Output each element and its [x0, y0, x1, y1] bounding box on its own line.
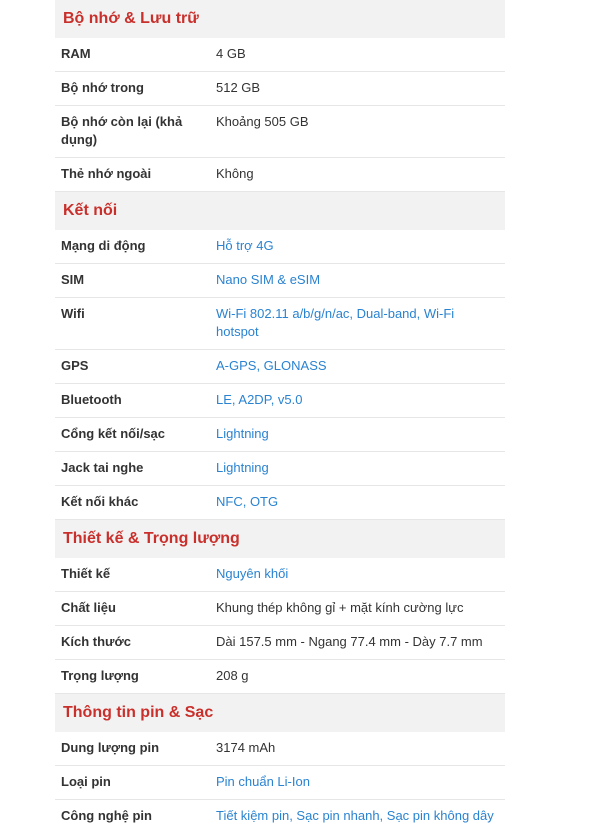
- spec-row: [55, 230, 505, 264]
- spec-label: Bộ nhớ còn lại (khả dụng): [61, 114, 183, 147]
- spec-row: [55, 38, 505, 72]
- spec-row: [55, 766, 505, 800]
- spec-label: Loại pin: [61, 774, 111, 789]
- spec-value-link[interactable]: NFC, OTG: [216, 494, 279, 509]
- spec-value-link[interactable]: Nano SIM & eSIM: [216, 272, 321, 287]
- spec-label: Cổng kết nối/sạc: [61, 426, 166, 441]
- spec-value-link[interactable]: Tiết kiệm pin, Sạc pin nhanh, Sạc pin không dây: [216, 808, 494, 823]
- spec-value: Khoảng 505 GB: [216, 114, 309, 129]
- spec-value: 3174 mAh: [216, 740, 276, 755]
- spec-label: Jack tai nghe: [61, 460, 144, 475]
- spec-row: [55, 800, 505, 833]
- spec-row: [55, 72, 505, 106]
- spec-value-link[interactable]: Pin chuẩn Li-Ion: [216, 774, 310, 789]
- spec-label: Kích thước: [61, 634, 131, 649]
- spec-value: 4 GB: [216, 46, 246, 61]
- spec-row: [55, 264, 505, 298]
- spec-row: [55, 732, 505, 766]
- spec-value: 208 g: [216, 668, 249, 683]
- spec-table: [55, 0, 505, 833]
- spec-label: Thẻ nhớ ngoài: [61, 166, 152, 181]
- spec-label: Wifi: [61, 306, 85, 321]
- spec-label: Công nghệ pin: [61, 808, 152, 823]
- spec-row: [55, 626, 505, 660]
- spec-row: [55, 660, 505, 694]
- spec-row: [55, 350, 505, 384]
- spec-value: Dài 157.5 mm - Ngang 77.4 mm - Dày 7.7 mm: [216, 634, 483, 649]
- spec-label: Thiết kế: [61, 566, 111, 581]
- spec-value-link[interactable]: Nguyên khối: [216, 566, 289, 581]
- spec-label: RAM: [61, 46, 91, 61]
- spec-value-link[interactable]: Lightning: [216, 426, 269, 441]
- spec-label: Mạng di động: [61, 238, 146, 253]
- section-header: Thiết kế & Trọng lượng: [55, 520, 505, 558]
- section-header: Thông tin pin & Sạc: [55, 694, 505, 732]
- spec-label: Kết nối khác: [61, 494, 139, 509]
- spec-label: Trọng lượng: [61, 668, 139, 683]
- spec-row: [55, 418, 505, 452]
- spec-row: [55, 452, 505, 486]
- spec-value: 512 GB: [216, 80, 261, 95]
- spec-label: Dung lượng pin: [61, 740, 160, 755]
- spec-value-link[interactable]: Lightning: [216, 460, 269, 475]
- spec-row: [55, 486, 505, 520]
- spec-row: [55, 158, 505, 192]
- spec-value-link[interactable]: A-GPS, GLONASS: [216, 358, 327, 373]
- spec-label: SIM: [61, 272, 85, 287]
- spec-label: GPS: [61, 358, 89, 373]
- spec-row: [55, 298, 505, 350]
- spec-value: Không: [216, 166, 254, 181]
- spec-value-link[interactable]: Hỗ trợ 4G: [216, 238, 274, 253]
- spec-row: [55, 384, 505, 418]
- spec-value: Khung thép không gỉ + mặt kính cường lực: [216, 600, 464, 615]
- spec-row: [55, 106, 505, 158]
- spec-value-link[interactable]: Wi-Fi 802.11 a/b/g/n/ac, Dual-band, Wi-Fi hotspot: [216, 306, 455, 339]
- spec-label: Bộ nhớ trong: [61, 80, 144, 95]
- section-header: Bộ nhớ & Lưu trữ: [55, 0, 505, 38]
- spec-row: [55, 558, 505, 592]
- section-header: Kết nối: [55, 192, 505, 230]
- spec-row: [55, 592, 505, 626]
- spec-value-link[interactable]: LE, A2DP, v5.0: [216, 392, 303, 407]
- spec-label: Bluetooth: [61, 392, 122, 407]
- spec-label: Chất liệu: [61, 600, 116, 615]
